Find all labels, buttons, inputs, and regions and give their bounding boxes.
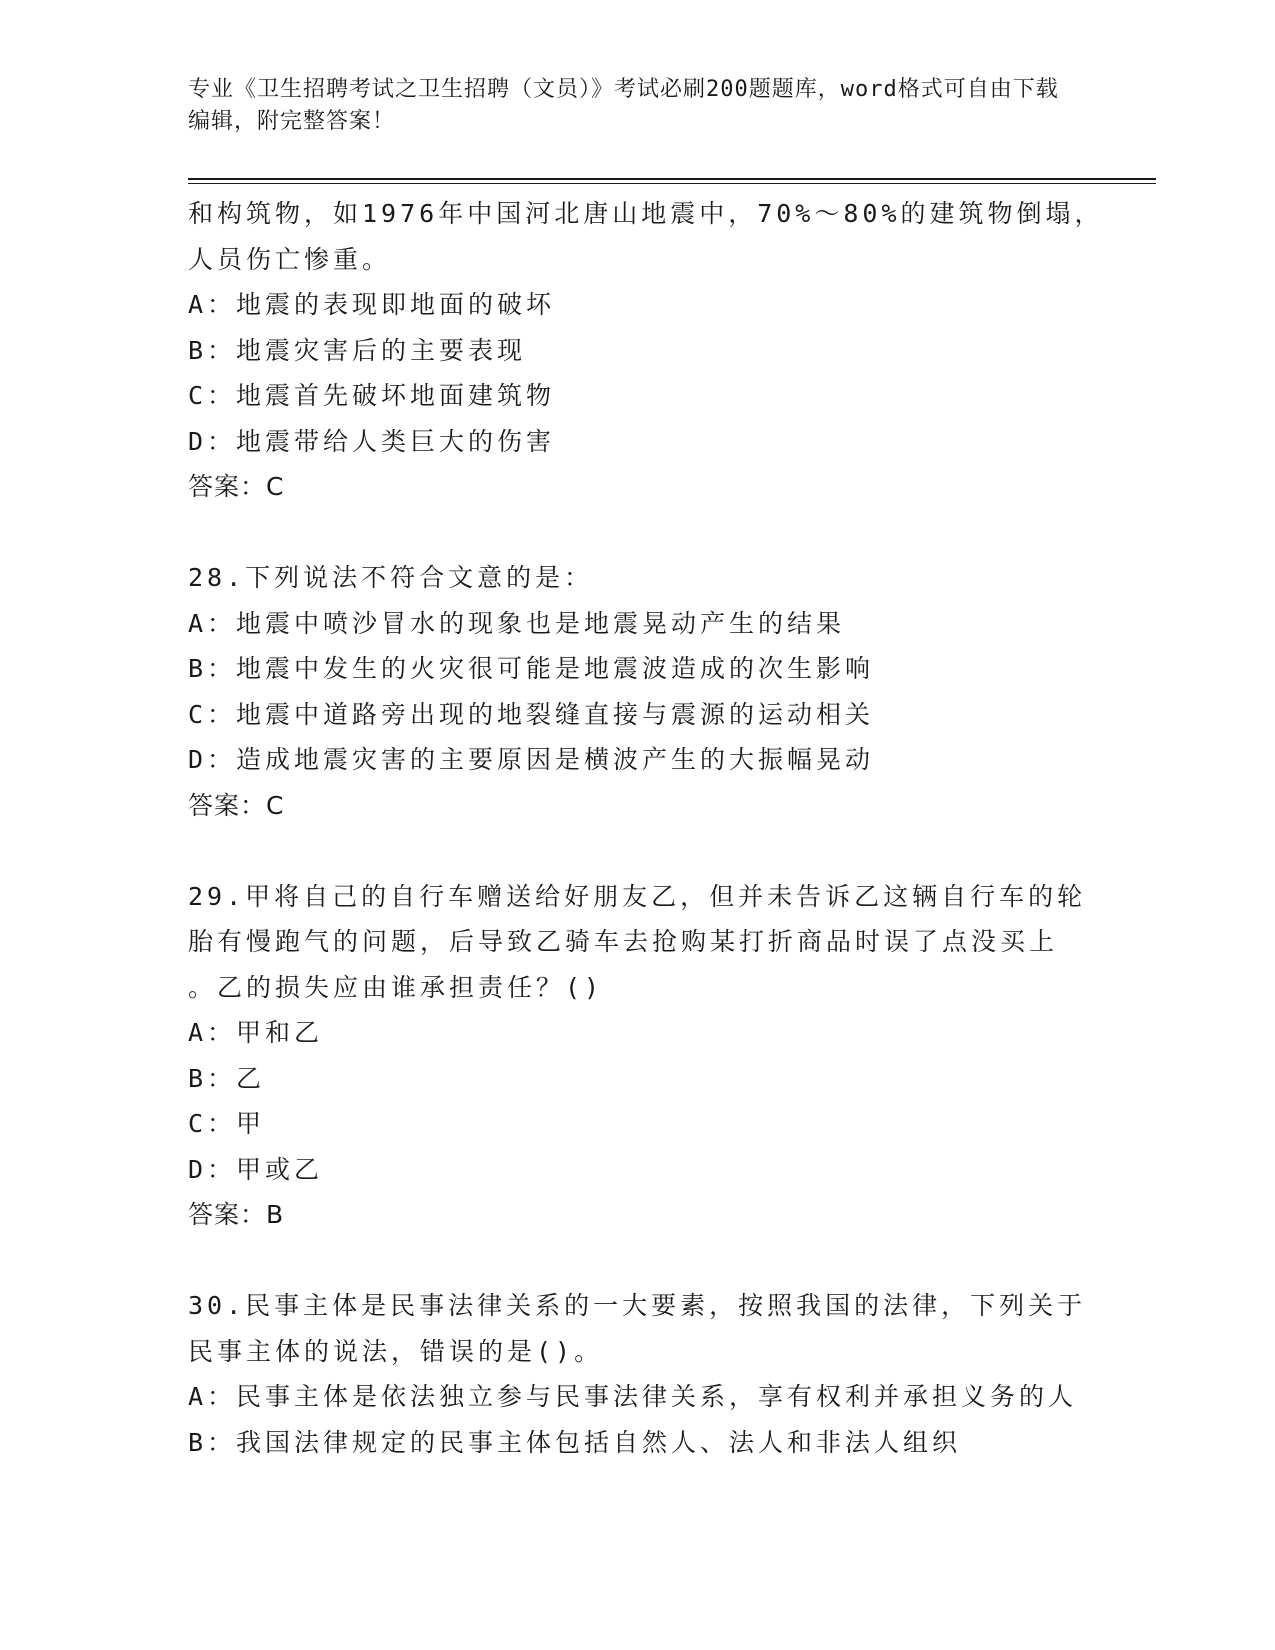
answer-line: 答案：C: [188, 472, 285, 501]
answer-line: 答案：C: [188, 790, 285, 820]
question-text-line: 。乙的损失应由谁承担责任？(): [188, 972, 604, 1002]
question-text-line: 和构筑物，如1976年中国河北唐山地震中，70%～80%的建筑物倒塌，: [188, 199, 1104, 228]
question-text-line: 胎有慢跑气的问题，后导致乙骑车去抢购某打折商品时误了点没买上: [188, 927, 1059, 956]
option-c: C：地震中道路旁出现的地裂缝直接与震源的运动相关: [188, 699, 875, 729]
option-a: A：民事主体是依法独立参与民事法律关系，享有权利并承担义务的人: [188, 1382, 1078, 1411]
question-27-continuation: [188, 191, 1104, 510]
option-d: D：地震带给人类巨大的伤害: [188, 426, 556, 456]
document-body: [188, 191, 1104, 1465]
question-text-line: 30.民事主体是民事法律关系的一大要素，按照我国的法律，下列关于: [188, 1291, 1087, 1320]
page-header: [188, 74, 1068, 138]
question-text-line: 民事主体的说法，错误的是()。: [188, 1336, 604, 1366]
question-text-line: 人员伤亡惨重。: [188, 244, 392, 274]
option-b: B：地震中发生的火灾很可能是地震波造成的次生影响: [188, 654, 875, 683]
spacer: [188, 1238, 1088, 1284]
question-30: [188, 1283, 1088, 1465]
option-b: B：乙: [188, 1063, 266, 1093]
option-c: C：甲: [188, 1109, 266, 1138]
question-29: [188, 874, 1088, 1238]
option-a: A：地震中喷沙冒水的现象也是地震晃动产生的结果: [188, 608, 846, 638]
question-text-line: 28.下列说法不符合文意的是：: [188, 563, 594, 592]
option-b: B：我国法律规定的民事主体包括自然人、法人和非法人组织: [188, 1427, 962, 1457]
header-title: 专业《卫生招聘考试之卫生招聘（文员）》考试必刷200题题库，word格式可自由下载编辑，附完整答案！: [188, 77, 1059, 134]
answer-line: 答案：B: [188, 1200, 285, 1229]
spacer: [188, 828, 1088, 874]
option-c: C：地震首先破坏地面建筑物: [188, 381, 556, 410]
option-d: D：造成地震灾害的主要原因是横波产生的大振幅晃动: [188, 745, 875, 774]
spacer: [188, 510, 1088, 556]
question-text-line: 29.甲将自己的自行车赠送给好朋友乙，但并未告诉乙这辆自行车的轮: [188, 881, 1087, 911]
option-a: A：甲和乙: [188, 1018, 324, 1047]
header-divider: [188, 178, 1156, 184]
option-d: D：甲或乙: [188, 1154, 324, 1184]
option-a: A：地震的表现即地面的破坏: [188, 290, 556, 319]
option-b: B：地震灾害后的主要表现: [188, 335, 527, 365]
question-28: [188, 555, 1088, 828]
